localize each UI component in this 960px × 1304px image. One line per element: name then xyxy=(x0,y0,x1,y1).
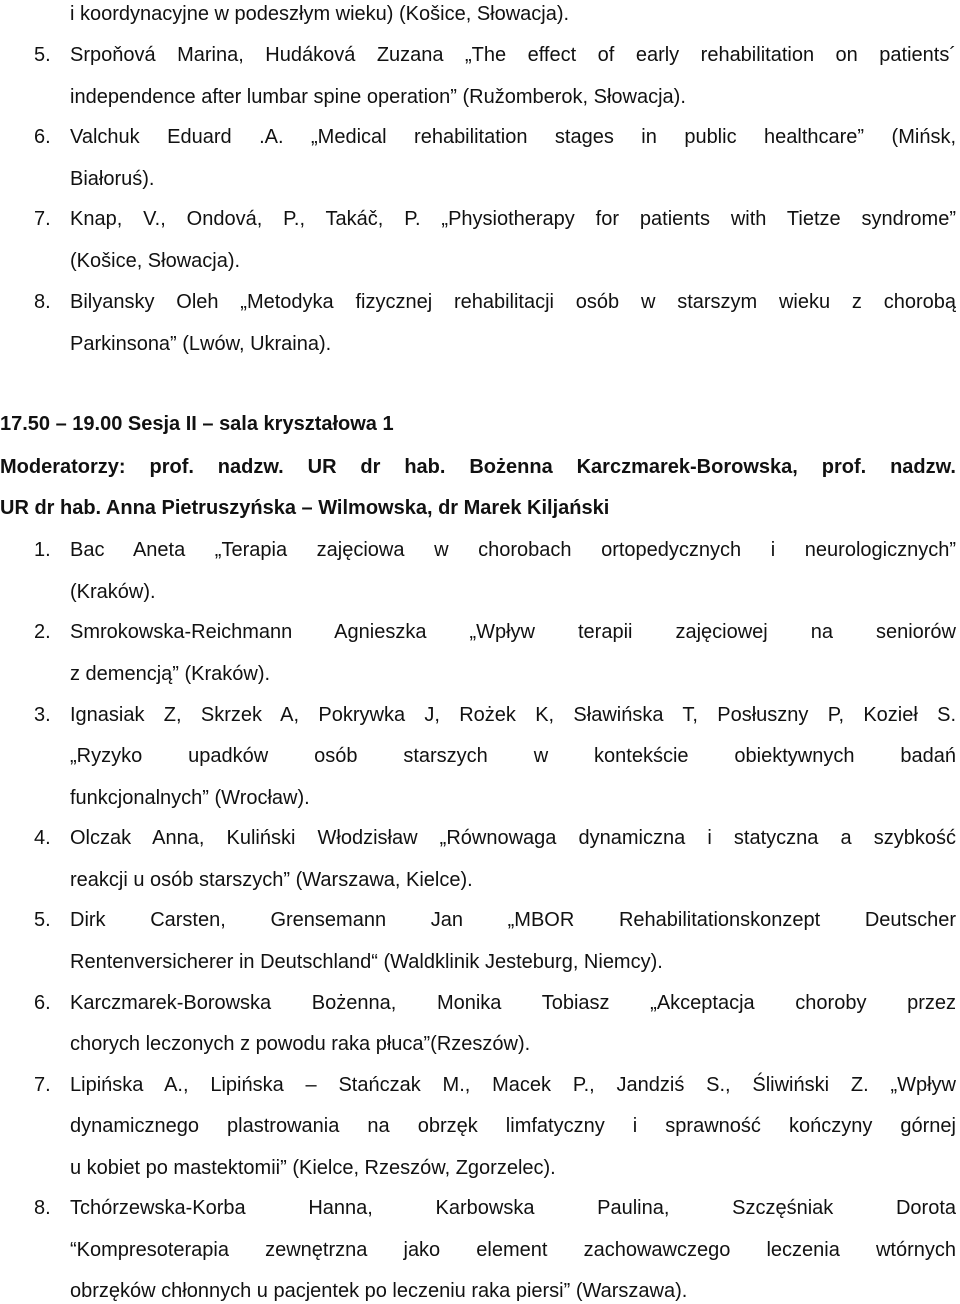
item-number: 5. xyxy=(34,909,51,931)
item-number: 3. xyxy=(34,704,51,726)
item-number: 6. xyxy=(34,126,51,148)
list-item-line: chorych leczonych z powodu raka płuca”(Rzeszów). xyxy=(70,1033,531,1055)
item-number: 5. xyxy=(34,44,51,66)
item-number: 8. xyxy=(34,1197,51,1219)
item-number: 7. xyxy=(34,208,51,230)
item-number: 8. xyxy=(34,291,51,313)
list-item-line: “Kompresoterapia zewnętrzna jako element zachowawczego leczenia wtórnych xyxy=(70,1239,956,1261)
list-item-line: z demencją” (Kraków). xyxy=(70,663,271,685)
list-item-line: Bilyansky Oleh „Metodyka fizycznej rehabilitacji osób w starszym wieku z chorobą xyxy=(70,291,956,313)
list-item-line: u kobiet po mastektomii” (Kielce, Rzeszów, Zgorzelec). xyxy=(70,1157,556,1179)
list-item-line: Dirk Carsten, Grensemann Jan „MBOR Rehabilitationskonzept Deutscher xyxy=(70,909,956,931)
continuation-line: i koordynacyjne w podeszłym wieku) (Košice, Słowacja). xyxy=(70,3,570,25)
list-item-line: Parkinsona” (Lwów, Ukraina). xyxy=(70,333,332,355)
list-item-line: Knap, V., Ondová, P., Takáč, P. „Physiotherapy for patients with Tietze syndrome” xyxy=(70,208,956,230)
item-number: 6. xyxy=(34,992,51,1014)
list-item-line: (Kraków). xyxy=(70,581,156,603)
list-item-line: Karczmarek-Borowska Bożenna, Monika Tobiasz „Akceptacja choroby przez xyxy=(70,992,956,1014)
list-item-line: independence after lumbar spine operation” (Ružomberok, Słowacja). xyxy=(70,86,686,108)
moderators-line: Moderatorzy: prof. nadzw. UR dr hab. Bożenna Karczmarek-Borowska, prof. nadzw. xyxy=(0,456,956,478)
item-number: 7. xyxy=(34,1074,51,1096)
moderators-line: UR dr hab. Anna Pietruszyńska – Wilmowska, dr Marek Kiljański xyxy=(0,497,610,519)
list-item-line: Olczak Anna, Kuliński Włodzisław „Równowaga dynamiczna i statyczna a szybkość xyxy=(70,827,956,849)
list-item-line: Rentenversicherer in Deutschland“ (Waldklinik Jesteburg, Niemcy). xyxy=(70,951,663,973)
list-item-line: reakcji u osób starszych” (Warszawa, Kielce). xyxy=(70,869,473,891)
list-item-line: dynamicznego plastrowania na obrzęk limfatyczny i sprawność kończyny górnej xyxy=(70,1115,956,1137)
list-item-line: Bac Aneta „Terapia zajęciowa w chorobach ortopedycznych i neurologicznych” xyxy=(70,539,956,561)
item-number: 4. xyxy=(34,827,51,849)
list-item-line: Srpoňová Marina, Hudáková Zuzana „The effect of early rehabilitation on patients´ xyxy=(70,44,956,66)
list-item-line: Lipińska A., Lipińska – Stańczak M., Macek P., Jandziś S., Śliwiński Z. „Wpływ xyxy=(70,1074,956,1096)
list-item-line: Smrokowska-Reichmann Agnieszka „Wpływ terapii zajęciowej na seniorów xyxy=(70,621,956,643)
list-item-line: obrzęków chłonnych u pacjentek po leczeniu raka piersi” (Warszawa). xyxy=(70,1280,688,1302)
list-item-line: Tchórzewska-Korba Hanna, Karbowska Paulina, Szczęśniak Dorota xyxy=(70,1197,956,1219)
list-item-line: Białoruś). xyxy=(70,168,155,190)
list-item-line: (Košice, Słowacja). xyxy=(70,250,241,272)
list-item-line: Ignasiak Z, Skrzek A, Pokrywka J, Rożek K, Sławińska T, Posłuszny P, Kozieł S. xyxy=(70,704,956,726)
item-number: 1. xyxy=(34,539,51,561)
session-heading: 17.50 – 19.00 Sesja II – sala kryształowa 1 xyxy=(0,413,394,435)
item-number: 2. xyxy=(34,621,51,643)
list-item-line: Valchuk Eduard .A. „Medical rehabilitation stages in public healthcare” (Mińsk, xyxy=(70,126,956,148)
list-item-line: „Ryzyko upadków osób starszych w kontekście obiektywnych badań xyxy=(70,745,956,767)
list-item-line: funkcjonalnych” (Wrocław). xyxy=(70,787,310,809)
